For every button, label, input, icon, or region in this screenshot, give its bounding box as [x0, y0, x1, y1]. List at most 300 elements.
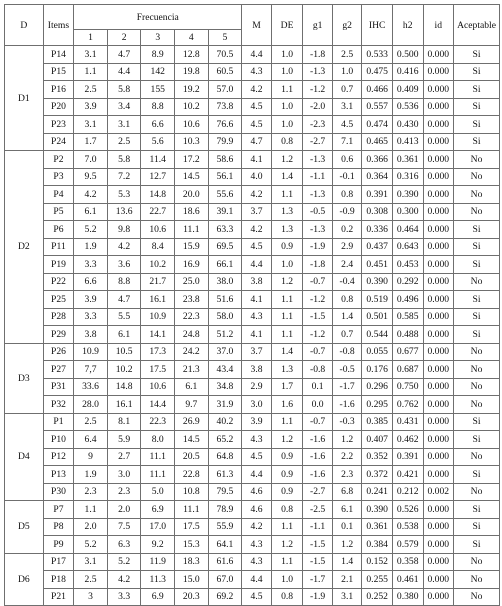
value-cell: 2.9	[332, 238, 362, 256]
value-cell: -1.3	[303, 221, 333, 239]
value-cell: 8.1	[107, 413, 141, 431]
value-cell: 6.1	[332, 501, 362, 519]
item-cell: P21	[43, 588, 74, 606]
value-cell: 0.252	[362, 588, 393, 606]
value-cell: 15.0	[175, 571, 209, 589]
value-cell: 6.6	[74, 273, 108, 291]
value-cell: 0.496	[392, 291, 423, 309]
header-de: DE	[271, 5, 303, 46]
value-cell: 0.8	[332, 186, 362, 204]
value-cell: 1.2	[271, 431, 303, 449]
value-cell: 5.2	[74, 536, 108, 554]
value-cell: -0.5	[303, 203, 333, 221]
value-cell: 63.3	[208, 221, 242, 239]
value-cell: 4.4	[242, 46, 272, 64]
value-cell: 1.7	[74, 133, 108, 151]
value-cell: 0.1	[332, 518, 362, 536]
value-cell: 0.372	[362, 466, 393, 484]
header-m: M	[242, 5, 272, 46]
value-cell: 0.8	[271, 588, 303, 606]
value-cell: 1.0	[271, 46, 303, 64]
value-cell: 3.9	[74, 291, 108, 309]
value-cell: 39.1	[208, 203, 242, 221]
value-cell: 64.1	[208, 536, 242, 554]
value-cell: 3.1	[332, 98, 362, 116]
value-cell: 0.000	[423, 378, 454, 396]
item-cell: P7	[43, 501, 74, 519]
aceptable-cell: No	[454, 553, 500, 571]
value-cell: 8.4	[141, 238, 175, 256]
value-cell: 6.3	[107, 536, 141, 554]
value-cell: 2.3	[107, 483, 141, 501]
value-cell: 0.465	[362, 133, 393, 151]
value-cell: 0.430	[392, 116, 423, 134]
value-cell: 6.1	[74, 203, 108, 221]
value-cell: 9	[74, 448, 108, 466]
value-cell: 10.6	[141, 378, 175, 396]
value-cell: 1.4	[271, 343, 303, 361]
value-cell: 0.462	[392, 431, 423, 449]
value-cell: 0.538	[392, 518, 423, 536]
value-cell: 7.2	[107, 168, 141, 186]
table-row	[5, 571, 500, 589]
header-freq-4: 4	[175, 30, 209, 46]
value-cell: 17.5	[175, 518, 209, 536]
value-cell: 0.687	[392, 361, 423, 379]
value-cell: 17.2	[175, 151, 209, 169]
value-cell: 0.255	[362, 571, 393, 589]
item-cell: P29	[43, 326, 74, 344]
item-cell: P9	[43, 536, 74, 554]
value-cell: 4.7	[107, 46, 141, 64]
value-cell: 2.4	[332, 256, 362, 274]
value-cell: 0.380	[392, 588, 423, 606]
item-cell: P13	[43, 466, 74, 484]
value-cell: 1.4	[332, 308, 362, 326]
value-cell: 4.3	[242, 63, 272, 81]
value-cell: 55.9	[208, 518, 242, 536]
value-cell: -1.5	[303, 553, 333, 571]
value-cell: 58.6	[208, 151, 242, 169]
aceptable-cell: No	[454, 448, 500, 466]
item-cell: P11	[43, 238, 74, 256]
value-cell: 5.8	[107, 151, 141, 169]
value-cell: 0.000	[423, 343, 454, 361]
item-cell: P24	[43, 133, 74, 151]
header-g1: g1	[303, 5, 333, 46]
value-cell: 2.7	[107, 448, 141, 466]
aceptable-cell: No	[454, 378, 500, 396]
value-cell: 0.296	[362, 378, 393, 396]
aceptable-cell: Si	[454, 256, 500, 274]
value-cell: 1.3	[271, 221, 303, 239]
value-cell: 20.3	[175, 588, 209, 606]
value-cell: 1.1	[271, 308, 303, 326]
value-cell: 22.3	[175, 308, 209, 326]
value-cell: 2.5	[332, 46, 362, 64]
value-cell: 3.1	[332, 588, 362, 606]
value-cell: 12.8	[175, 46, 209, 64]
value-cell: 3.4	[107, 98, 141, 116]
aceptable-cell: No	[454, 588, 500, 606]
value-cell: 0.643	[392, 238, 423, 256]
value-cell: 0.1	[303, 378, 333, 396]
value-cell: -1.6	[332, 396, 362, 414]
value-cell: 3.1	[107, 116, 141, 134]
value-cell: 0.557	[362, 98, 393, 116]
value-cell: -0.1	[332, 168, 362, 186]
value-cell: 1.6	[271, 396, 303, 414]
value-cell: 1.0	[332, 63, 362, 81]
value-cell: 1.0	[271, 98, 303, 116]
value-cell: -0.7	[303, 273, 333, 291]
table-row	[5, 361, 500, 379]
item-cell: P3	[43, 168, 74, 186]
aceptable-cell: No	[454, 168, 500, 186]
value-cell: 2.0	[107, 501, 141, 519]
value-cell: 0.000	[423, 361, 454, 379]
value-cell: 155	[141, 81, 175, 99]
value-cell: 1.1	[271, 326, 303, 344]
aceptable-cell: No	[454, 186, 500, 204]
table-row	[5, 588, 500, 606]
value-cell: 38.0	[208, 273, 242, 291]
item-cell: P17	[43, 553, 74, 571]
value-cell: 1.4	[271, 168, 303, 186]
value-cell: 0.8	[271, 133, 303, 151]
value-cell: -1.6	[303, 466, 333, 484]
value-cell: 0.431	[392, 413, 423, 431]
table-row	[5, 413, 500, 431]
value-cell: 0.000	[423, 186, 454, 204]
value-cell: -1.7	[303, 571, 333, 589]
value-cell: 0.8	[271, 501, 303, 519]
aceptable-cell: Si	[454, 63, 500, 81]
header-freq-3: 3	[141, 30, 175, 46]
value-cell: 4.1	[242, 151, 272, 169]
value-cell: 9.5	[74, 168, 108, 186]
table-row	[5, 466, 500, 484]
value-cell: 1.9	[74, 466, 108, 484]
value-cell: 2.0	[74, 518, 108, 536]
value-cell: 7.1	[332, 133, 362, 151]
value-cell: 0.000	[423, 501, 454, 519]
value-cell: 0.416	[392, 63, 423, 81]
value-cell: 0.451	[362, 256, 393, 274]
value-cell: 4.5	[242, 116, 272, 134]
value-cell: 19.2	[175, 81, 209, 99]
value-cell: 0.9	[271, 466, 303, 484]
value-cell: 0.461	[392, 571, 423, 589]
table-header	[5, 5, 500, 46]
value-cell: 10.9	[74, 343, 108, 361]
value-cell: 0.9	[271, 483, 303, 501]
dimension-group	[5, 343, 500, 413]
value-cell: 0.2	[332, 221, 362, 239]
value-cell: 0.000	[423, 588, 454, 606]
header-h2: h2	[392, 5, 423, 46]
value-cell: 4.1	[242, 326, 272, 344]
value-cell: 0.407	[362, 431, 393, 449]
aceptable-cell: Si	[454, 518, 500, 536]
value-cell: 4.2	[242, 518, 272, 536]
value-cell: 18.3	[175, 553, 209, 571]
value-cell: 64.8	[208, 448, 242, 466]
value-cell: -1.6	[303, 448, 333, 466]
value-cell: 0.585	[392, 308, 423, 326]
value-cell: 22.7	[141, 203, 175, 221]
item-cell: P22	[43, 273, 74, 291]
aceptable-cell: Si	[454, 431, 500, 449]
value-cell: 0.488	[392, 326, 423, 344]
value-cell: -2.7	[303, 133, 333, 151]
value-cell: 0.391	[362, 186, 393, 204]
value-cell: 0.352	[362, 448, 393, 466]
value-cell: 1.4	[332, 553, 362, 571]
value-cell: -0.8	[303, 361, 333, 379]
value-cell: -1.3	[303, 63, 333, 81]
value-cell: 14.8	[107, 378, 141, 396]
value-cell: 4.7	[107, 291, 141, 309]
aceptable-cell: Si	[454, 116, 500, 134]
value-cell: 67.0	[208, 571, 242, 589]
table-row	[5, 501, 500, 519]
value-cell: 3.9	[74, 98, 108, 116]
value-cell: 34.8	[208, 378, 242, 396]
value-cell: 66.1	[208, 256, 242, 274]
item-cell: P25	[43, 291, 74, 309]
value-cell: 4.4	[107, 63, 141, 81]
table-row	[5, 98, 500, 116]
table-row	[5, 448, 500, 466]
value-cell: 3.7	[242, 343, 272, 361]
item-cell: P28	[43, 308, 74, 326]
value-cell: 0.152	[362, 553, 393, 571]
value-cell: 0.316	[392, 168, 423, 186]
value-cell: 0.384	[362, 536, 393, 554]
value-cell: 0.000	[423, 203, 454, 221]
header-id: id	[423, 5, 454, 46]
value-cell: 1.1	[271, 553, 303, 571]
value-cell: 51.6	[208, 291, 242, 309]
item-cell: P6	[43, 221, 74, 239]
value-cell: 0.308	[362, 203, 393, 221]
value-cell: 17.3	[141, 343, 175, 361]
value-cell: 9.2	[141, 536, 175, 554]
value-cell: 15.9	[175, 238, 209, 256]
dimension-cell: D2	[5, 151, 44, 344]
aceptable-cell: No	[454, 361, 500, 379]
value-cell: 20.5	[175, 448, 209, 466]
value-cell: 0.6	[332, 151, 362, 169]
value-cell: 10.8	[175, 483, 209, 501]
item-cell: P19	[43, 256, 74, 274]
value-cell: 0.361	[362, 518, 393, 536]
value-cell: 11.1	[141, 448, 175, 466]
aceptable-cell: Si	[454, 308, 500, 326]
table-row	[5, 431, 500, 449]
aceptable-cell: Si	[454, 221, 500, 239]
value-cell: 51.2	[208, 326, 242, 344]
item-cell: P14	[43, 46, 74, 64]
value-cell: 1.2	[332, 431, 362, 449]
value-cell: 10.6	[175, 116, 209, 134]
table-row	[5, 396, 500, 414]
table-row	[5, 256, 500, 274]
aceptable-cell: Si	[454, 98, 500, 116]
value-cell: 6.8	[332, 483, 362, 501]
value-cell: 4.6	[242, 501, 272, 519]
table-row	[5, 63, 500, 81]
value-cell: 0.7	[332, 81, 362, 99]
value-cell: -2.3	[303, 116, 333, 134]
value-cell: 3.8	[74, 326, 108, 344]
value-cell: 2.5	[74, 413, 108, 431]
aceptable-cell: Si	[454, 81, 500, 99]
value-cell: 0.336	[362, 221, 393, 239]
value-cell: 3.3	[74, 256, 108, 274]
value-cell: 4.3	[242, 553, 272, 571]
value-cell: 4.3	[242, 536, 272, 554]
value-cell: 20.0	[175, 186, 209, 204]
table-row	[5, 151, 500, 169]
value-cell: 1.3	[271, 361, 303, 379]
value-cell: 10.2	[141, 256, 175, 274]
aceptable-cell: No	[454, 571, 500, 589]
value-cell: 4.5	[242, 238, 272, 256]
value-cell: 4.6	[242, 483, 272, 501]
value-cell: 22.8	[175, 466, 209, 484]
value-cell: 37.0	[208, 343, 242, 361]
value-cell: 21.7	[141, 273, 175, 291]
value-cell: 21.3	[175, 361, 209, 379]
value-cell: -1.9	[303, 588, 333, 606]
value-cell: 26.9	[175, 413, 209, 431]
header-freq-5: 5	[208, 30, 242, 46]
value-cell: 0.055	[362, 343, 393, 361]
item-cell: P16	[43, 81, 74, 99]
value-cell: 15.3	[175, 536, 209, 554]
table-row	[5, 553, 500, 571]
value-cell: 0.000	[423, 291, 454, 309]
item-cell: P15	[43, 63, 74, 81]
value-cell: 0.390	[362, 273, 393, 291]
value-cell: -0.7	[303, 413, 333, 431]
value-cell: 2.9	[242, 378, 272, 396]
value-cell: -1.7	[332, 378, 362, 396]
value-cell: 24.2	[175, 343, 209, 361]
value-cell: 0.475	[362, 63, 393, 81]
value-cell: 4.2	[242, 186, 272, 204]
value-cell: 13.6	[107, 203, 141, 221]
value-cell: -0.4	[332, 273, 362, 291]
value-cell: -0.3	[332, 413, 362, 431]
value-cell: 1.1	[271, 291, 303, 309]
table-row	[5, 81, 500, 99]
value-cell: 0.8	[332, 291, 362, 309]
value-cell: 2.3	[332, 466, 362, 484]
table-row	[5, 203, 500, 221]
dimension-cell: D5	[5, 501, 44, 554]
table-row	[5, 238, 500, 256]
value-cell: 1.2	[271, 536, 303, 554]
value-cell: 1.1	[271, 186, 303, 204]
table-row	[5, 46, 500, 64]
table-row	[5, 116, 500, 134]
value-cell: 0.292	[392, 273, 423, 291]
header-items: Items	[43, 5, 74, 46]
value-cell: 6.1	[175, 378, 209, 396]
dimension-group	[5, 413, 500, 501]
value-cell: 2.1	[332, 571, 362, 589]
value-cell: 40.2	[208, 413, 242, 431]
value-cell: 2.5	[107, 133, 141, 151]
dimension-cell: D1	[5, 46, 44, 151]
value-cell: 0.413	[392, 133, 423, 151]
aceptable-cell: Si	[454, 326, 500, 344]
aceptable-cell: Si	[454, 466, 500, 484]
table-row	[5, 343, 500, 361]
value-cell: 6.9	[141, 588, 175, 606]
value-cell: 31.9	[208, 396, 242, 414]
value-cell: 56.1	[208, 168, 242, 186]
value-cell: 10.5	[107, 343, 141, 361]
item-cell: P20	[43, 98, 74, 116]
value-cell: 65.2	[208, 431, 242, 449]
value-cell: 3.8	[242, 273, 272, 291]
value-cell: 5.0	[141, 483, 175, 501]
value-cell: 0.385	[362, 413, 393, 431]
value-cell: 1.3	[271, 203, 303, 221]
value-cell: 17.5	[141, 361, 175, 379]
value-cell: 0.000	[423, 308, 454, 326]
value-cell: -1.1	[303, 518, 333, 536]
value-cell: 5.3	[107, 186, 141, 204]
value-cell: 3.6	[107, 256, 141, 274]
dimension-cell: D6	[5, 553, 44, 606]
value-cell: 8.9	[141, 46, 175, 64]
value-cell: 2.2	[332, 448, 362, 466]
value-cell: 0.000	[423, 151, 454, 169]
value-cell: 0.0	[303, 396, 333, 414]
value-cell: 0.474	[362, 116, 393, 134]
value-cell: 4.4	[242, 256, 272, 274]
value-cell: 60.5	[208, 63, 242, 81]
value-cell: 0.000	[423, 221, 454, 239]
value-cell: 55.6	[208, 186, 242, 204]
value-cell: 11.1	[175, 501, 209, 519]
value-cell: 1.0	[271, 63, 303, 81]
value-cell: 14.8	[141, 186, 175, 204]
value-cell: -1.5	[303, 536, 333, 554]
table-row	[5, 168, 500, 186]
value-cell: 5.2	[74, 221, 108, 239]
value-cell: 4.3	[242, 308, 272, 326]
table-row	[5, 186, 500, 204]
value-cell: 5.9	[107, 431, 141, 449]
value-cell: 10.3	[175, 133, 209, 151]
value-cell: 57.0	[208, 81, 242, 99]
value-cell: 4.2	[242, 221, 272, 239]
value-cell: 0.358	[392, 553, 423, 571]
value-cell: 9.8	[107, 221, 141, 239]
value-cell: 3.3	[74, 308, 108, 326]
dimension-group	[5, 46, 500, 151]
value-cell: 4.4	[242, 571, 272, 589]
value-cell: 0.000	[423, 431, 454, 449]
value-cell: 3	[74, 588, 108, 606]
item-cell: P4	[43, 186, 74, 204]
